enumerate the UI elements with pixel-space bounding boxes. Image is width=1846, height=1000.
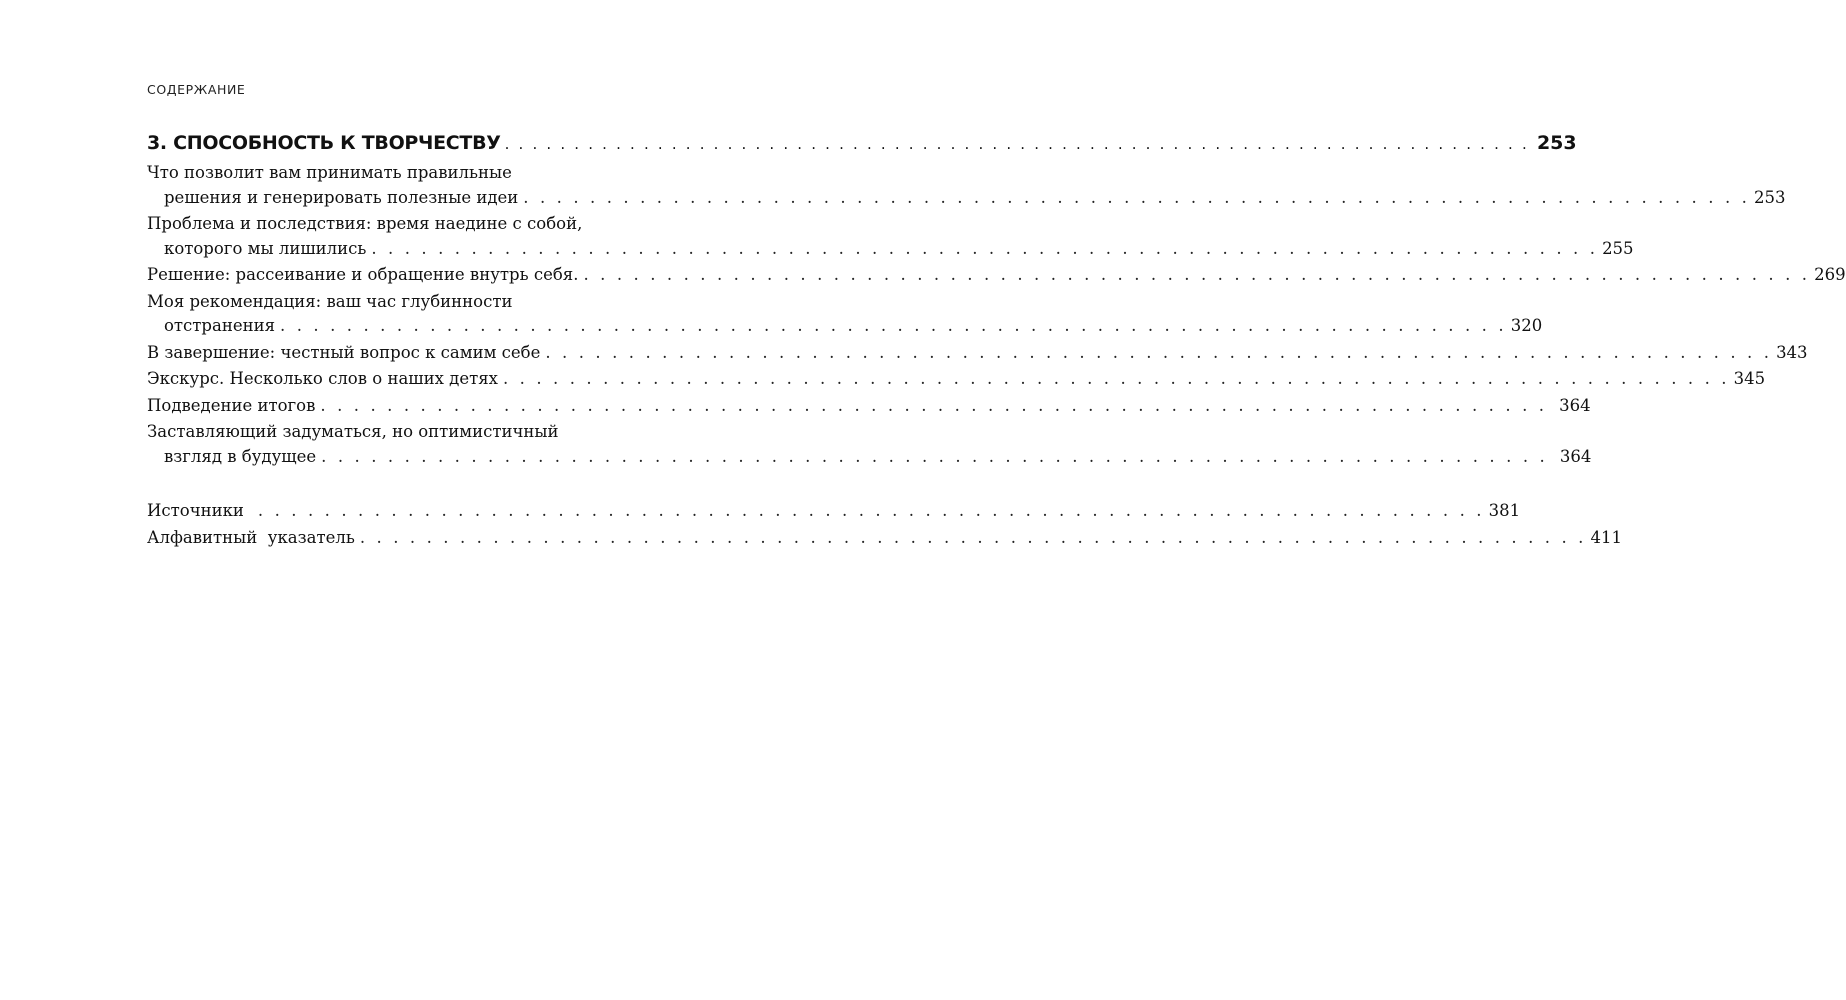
toc-entry-title-line2: отстранения: [164, 316, 275, 335]
toc-entry: [147, 526, 1623, 551]
section-spacer: [147, 471, 699, 499]
toc-entry-page-number: 411: [1590, 527, 1623, 547]
toc-entry-page-number: 253: [1753, 187, 1786, 207]
toc-entry-page-number: 343: [1776, 342, 1808, 362]
dot-leader: . . . . . . . . . . . . . . . . . . . . . . . . . . . . . . . . . . . . . . . . . . . . . . . . . . . . . . . . . . . . . . . . . . . . . . . . . .: [545, 342, 1773, 362]
dot-leader: . . . . . . . . . . . . . . . . . . . . . . . . . . . . . . . . . . . . . . . . . . . . . . . . . . . . . . . . . . . . . . . . . . . . . . . . . .: [257, 501, 1485, 520]
running-head: СОДЕРЖАНИЕ: [147, 82, 246, 97]
toc-entry-page-number: 364: [1559, 446, 1592, 466]
dot-leader: . . . . . . . . . . . . . . . . . . . . . . . . . . . . . . . . . . . . . . . . . . . . . . . . . . . . . . . . . . . . . . . . . . . . . . . . . .: [504, 135, 1529, 153]
toc-entry-title-line1: Что позволит вам принимать правильные: [147, 163, 512, 182]
toc-entry-title-line2: решения и генерировать полезные идеи: [164, 187, 519, 207]
table-of-contents: [147, 128, 1846, 552]
toc-entry-title: Источники: [147, 501, 244, 520]
toc-entry: [147, 394, 1591, 419]
toc-entry-title: Экскурс. Несколько слов о наших детях: [147, 369, 498, 388]
chapter-page-number: 253: [1536, 132, 1577, 154]
toc-entry-title: Алфавитный указатель: [147, 527, 355, 547]
toc-entry-title-line1: Моя рекомендация: ваш час глубинности: [147, 291, 513, 311]
toc-entry: [147, 290, 1543, 339]
toc-entry: [147, 263, 1846, 288]
toc-entry-title-line2: которого мы лишились: [164, 238, 367, 258]
chapter-title: 3. СПОСОБНОСТЬ К ТВОРЧЕСТВУ: [147, 132, 501, 154]
toc-entry: [147, 499, 1521, 524]
toc-entry-title: Подведение итогов: [147, 395, 316, 415]
dot-leader: . . . . . . . . . . . . . . . . . . . . . . . . . . . . . . . . . . . . . . . . . . . . . . . . . . . . . . . . . . . . . . . . . . . . . . . . . .: [523, 187, 1750, 207]
toc-entry-page-number: 269: [1814, 265, 1846, 284]
dot-leader: . . . . . . . . . . . . . . . . . . . . . . . . . . . . . . . . . . . . . . . . . . . . . . . . . . . . . . . . . . . . . . . . . . . . . . . . . .: [280, 316, 1507, 335]
toc-entry-page-number: 255: [1602, 238, 1634, 258]
dot-leader: . . . . . . . . . . . . . . . . . . . . . . . . . . . . . . . . . . . . . . . . . . . . . . . . . . . . . . . . . . . . . . . . . . . . . . . . . .: [320, 395, 1548, 415]
toc-entry-title-line2: взгляд в будущее: [164, 446, 317, 466]
toc-entry: [147, 212, 1634, 261]
toc-entry-title-line1: Проблема и последствия: время наедине с собой,: [147, 214, 583, 233]
toc-entry-page-number: 320: [1510, 316, 1543, 335]
dot-leader: . . . . . . . . . . . . . . . . . . . . . . . . . . . . . . . . . . . . . . . . . . . . . . . . . . . . . . . . . . . . . . . . . . . . . . . . . .: [359, 527, 1587, 547]
toc-entry-title: Решение: рассеивание и обращение внутрь себя.: [147, 265, 579, 284]
toc-entry-title: В завершение: честный вопрос к самим себе: [147, 342, 541, 362]
toc-entry: [147, 367, 1766, 392]
dot-leader: . . . . . . . . . . . . . . . . . . . . . . . . . . . . . . . . . . . . . . . . . . . . . . . . . . . . . . . . . . . . . . . . . . . . . . . . . .: [583, 265, 1811, 284]
toc-entry: [147, 420, 1592, 469]
toc-entry-page-number: 364: [1559, 395, 1591, 415]
dot-leader: . . . . . . . . . . . . . . . . . . . . . . . . . . . . . . . . . . . . . . . . . . . . . . . . . . . . . . . . . . . . . . . . . . . . . . . . . .: [321, 446, 1548, 466]
chapter-heading: [147, 128, 1577, 159]
toc-entry-page-number: 345: [1733, 369, 1766, 388]
toc-entry: [147, 161, 1786, 210]
toc-entry: [147, 341, 1808, 366]
dot-leader: . . . . . . . . . . . . . . . . . . . . . . . . . . . . . . . . . . . . . . . . . . . . . . . . . . . . . . . . . . . . . . . . . . . . . . . . . .: [502, 369, 1730, 388]
dot-leader: . . . . . . . . . . . . . . . . . . . . . . . . . . . . . . . . . . . . . . . . . . . . . . . . . . . . . . . . . . . . . . . . . . . . . . . . . .: [371, 238, 1599, 258]
toc-entry-page-number: 381: [1488, 501, 1521, 520]
toc-entry-title-line1: Заставляющий задуматься, но оптимистичный: [147, 422, 559, 441]
